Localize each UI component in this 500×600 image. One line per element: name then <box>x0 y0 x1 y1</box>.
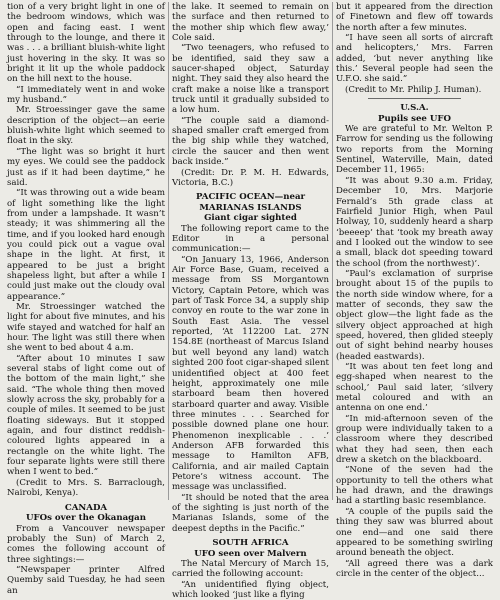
paragraph: “In mid-afternoon seven of the group were individually taken to a classroom where they described what they had seen, then each drew a sketch on the blackboard. <box>336 413 493 466</box>
paragraph: “It was throwing out a wide beam of light something like the light from under a lampshade. It wasn’t steady; it was shimmering all the time, and if you looked hard enough you could pick out a vague oval shape in the light. At first, it appeared to be just a bright shapeless light, but after a while I could just make out the cloudy oval appearance.” <box>7 188 165 302</box>
paragraph: tion of a very bright light in one of the bedroom windows, which was open and facing east. I went through to the lounge, and there it was . . . a brilliant bluish-white light just hovering in the sky. It was so bright it lit up the whole paddock on the hill next to the house. <box>7 2 165 85</box>
credit-line: (Credit: Dr. P. M. H. Edwards, Victoria, B.C.) <box>172 167 329 188</box>
paragraph: the lake. It seemed to remain on the surface and then returned to the mother ship which flew away,’ Cole said. <box>172 2 329 44</box>
paragraph: From a Vancouver newspaper probably the Sun) of March 2, comes the following account of three sightings:— <box>7 523 165 565</box>
section-heading: SOUTH AFRICA <box>212 538 289 548</box>
column-right <box>332 2 496 579</box>
paragraph: “None of the seven had the opportunity to tell the others what he had drawn, and the drawings had a startling basic resemblance. <box>336 465 493 507</box>
section-subheading: Pupils see UFO <box>378 113 451 124</box>
paragraph: The Natal Mercury of March 15, carried the following account: <box>172 559 329 580</box>
column-middle <box>168 2 332 600</box>
section-heading: CANADA <box>64 502 108 513</box>
paragraph: The following report came to the Editor in a personal communication:— <box>172 223 329 255</box>
section-heading: U.S.A. <box>400 103 429 114</box>
paragraph: “An unidentified flying object, which looked ‘just like a flying <box>172 579 329 600</box>
section-subheading: UFO seen over Malvern <box>194 548 307 559</box>
credit-line: (Credit to Mrs. S. Barraclough, Nairobi, Kenya). <box>7 477 165 499</box>
paragraph: “It was about ten feet long and egg-shaped when nearest to the school,’ Paul said later, ‘silvery metal coloured and with an antenna on one end.’ <box>336 362 493 414</box>
paragraph: “The light was so bright it hurt my eyes. We could see the paddock just as if it had been daytime,” he said. <box>7 146 165 188</box>
paragraph: “After about 10 minutes I saw several stabs of light come out of the bottom of the main light,” she said. “The whole thing then moved slowly across the sky, probably for a couple of miles. It seemed to be just floating sideways. But it stopped again, and four distinct reddish-coloured lights appeared in a rectangle on the white light. The four separate lights were still there when I went to bed.” <box>7 353 165 478</box>
paragraph: “Paul’s exclamation of surprise brought about 15 of the pupils to the north side window where, for a matter of seconds, they saw the object glow—the light fade as the silvery object approached at high speed, hovered, then glided steeply out of sight behind nearby houses (headed eastwards). <box>336 268 493 362</box>
credit-line: (Credit to Mr. Philip J. Human). <box>345 84 482 95</box>
paragraph: We are grateful to Mr. Welton P. Farrow for sending us the following two reports from the Morning Sentinel, Waterville, Main, dated December 11, 1965: <box>336 124 493 176</box>
section-heading: PACIFIC OCEAN—near <box>195 192 306 203</box>
paragraph: “On January 13, 1966, Anderson Air Force Base, Guam, received a message from SS Morgantown Victory, Captain Petore, which was part of Task Force 34, a supply ship convoy en route to the war zone in South East Asia. The vessel reported, ‘At 112200 Lat. 27N 154.8E (northeast of Marcus Island but well beyond any land) watch sighted 200 foot cigar-shaped silent unidentified object at 400 feet height, approximately one mile starboard beam then hovered starboard quarter and away. Visible three minutes . . . Searched for possible downed plane one hour. Phenomenon inexplicable . . .’ Anderson AFB forwarded this message to Hamilton AFB, California, and air mailed Captain Petore’s witness account. The message was unclassified. <box>172 254 329 493</box>
section-subheading: UFOs over the Okanagan <box>26 513 146 523</box>
paragraph: “A couple of the pupils said the thing they saw was blurred about one end—and one said there appeared to be something swirling around beneath the object. <box>336 506 493 559</box>
paragraph: “The couple said a diamond-shaped smaller craft emerged from the big ship while they watched, circle the saucer and then went back inside.” <box>172 115 329 168</box>
section-divider <box>368 98 461 99</box>
paragraph: “Two teenagers, who refused to be identified, said they saw a saucer-shaped object, Saturday night. They said they also heard the craft make a noise like a transport truck until it gradually subsided to a low hum. <box>172 43 329 116</box>
paragraph: “It should be noted that the area of the sighting is just north of the Marianas Islands, some of the deepest depths in the Pacific.” <box>172 492 329 534</box>
paragraph: “It was about 9.30 a.m. Friday, December 10, Mrs. Marjorie Fernald’s 5th grade class at Fairfield Junior High, when Paul Holway, 10, suddenly heard a sharp ‘beeeep’ that ‘took my breath away and I looked out the window to see a small, black dot speeding toward the school (from the northwest)’. <box>336 175 493 269</box>
paragraph: “I immediately went in and woke my husband.” <box>7 84 165 106</box>
paragraph: but it appeared from the direction of Finetown and flew off towards the north after a few minutes. <box>336 2 493 33</box>
paragraph: Mr. Stroessinger watched the light for about five minutes, and his wife stayed and watched for half an hour. The light was still there when she went to bed about 4 a.m. <box>7 301 165 354</box>
paragraph: “I have seen all sorts of aircraft and helicopters,’ Mrs. Farren added, ‘but never anything like this.’ Several people had seen the U.F.O. she said.” <box>336 33 493 85</box>
paragraph: “Newspaper printer Alfred Quemby said Tuesday, he had seen an <box>7 564 165 596</box>
section-heading-line2: MARIANAS ISLANDS <box>199 202 302 213</box>
paragraph: Mr. Stroessinger gave the same description of the object—an eerie bluish-white light which seemed to float in the sky. <box>7 105 165 147</box>
paragraph: “All agreed there was a dark circle in the center of the object... <box>336 558 493 579</box>
section-subheading: Giant cigar sighted <box>204 213 297 224</box>
column-left <box>4 2 168 596</box>
